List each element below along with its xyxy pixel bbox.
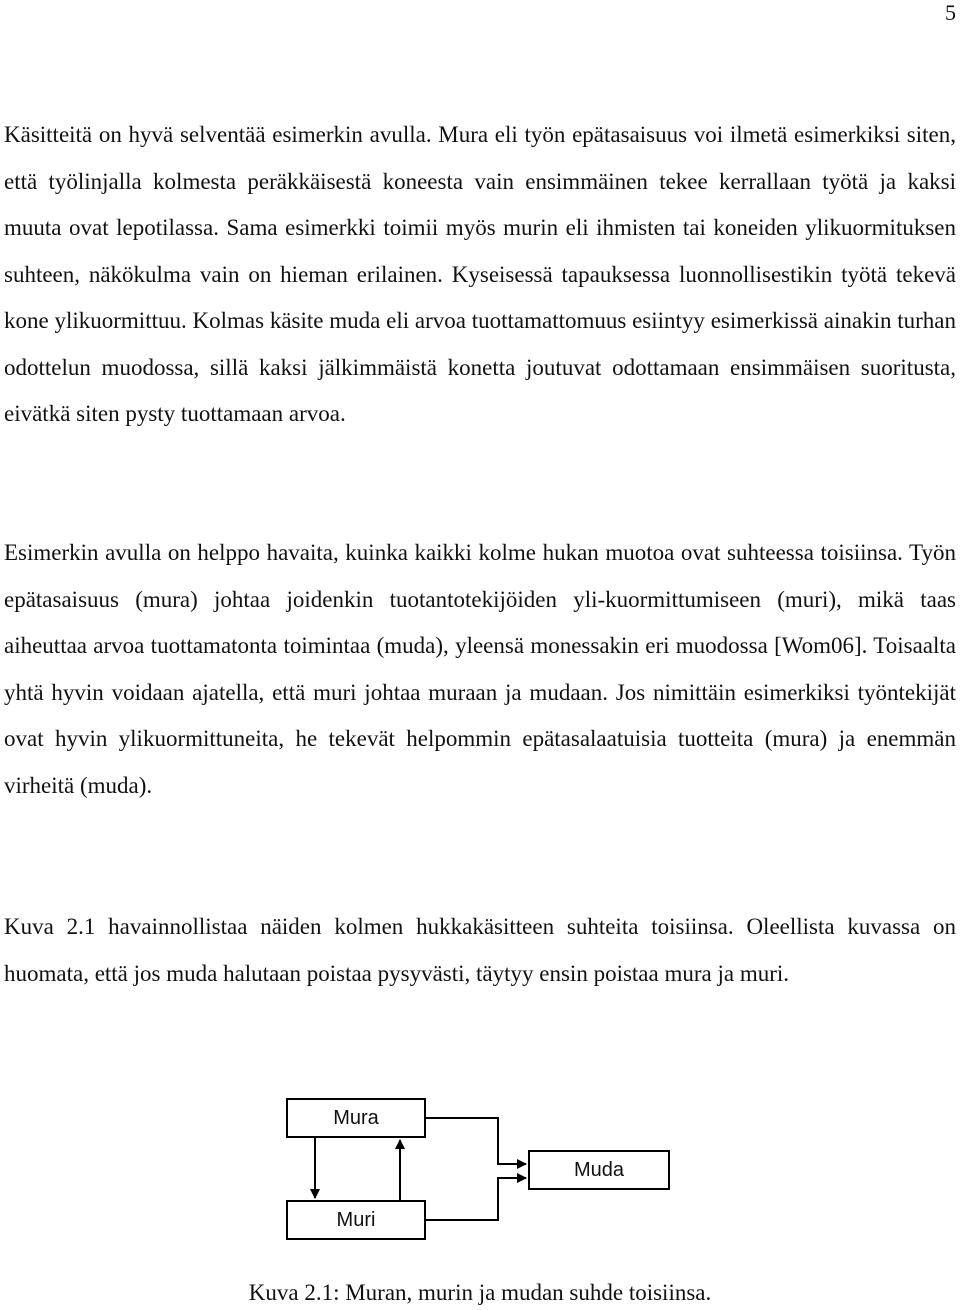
paragraph-2: Esimerkin avulla on helppo havaita, kuinka kaikki kolme hukan muotoa ovat suhteessa toisiinsa. Työn epätasaisuus (mura) johtaa joidenkin tuotantotekijöiden yli-kuormittumiseen (muri), mikä taas aiheuttaa arvoa tuottamatonta toimintaa (muda), yleensä monessakin eri muodossa [Wom06]. Toisaalta yhtä hyvin voidaan ajatella, että muri johtaa muraan ja mudaan. Jos nimittäin esimerkiksi työntekijät ovat hyvin ylikuormittuneita, he tekevät helpommin epätasalaatuisia tuotteita (mura) ja enemmän virheitä (muda). xyxy=(4,540,956,798)
mura-box xyxy=(286,1098,426,1138)
diagram-arrows xyxy=(0,1080,960,1260)
paragraph-1: Käsitteitä on hyvä selventää esimerkin avulla. Mura eli työn epätasaisuus voi ilmetä esimerkiksi siten, että työlinjalla kolmesta peräkkäisestä koneesta vain ensimmäinen tekee kerrallaan työtä ja kaksi muuta ovat lepotilassa. Sama esimerkki toimii myös murin eli ihmisten tai koneiden ylikuormituksen suhteen, näkökulma vain on hieman erilainen. Kyseisessä tapauksessa luonnollisestikin työtä tekevä kone ylikuormittuu. Kolmas käsite muda eli arvoa tuottamattomuus esiintyy esimerkissä ainakin turhan odottelun muodossa, sillä kaksi jälkimmäistä konetta joutuvat odottamaan ensimmäisen suoritusta, eivätkä siten pysty tuottamaan arvoa. xyxy=(4,122,956,426)
muri-label: Muri xyxy=(336,1208,376,1231)
figure-caption: Kuva 2.1: Muran, murin ja mudan suhde toisiinsa. xyxy=(248,1280,712,1305)
muri-box xyxy=(286,1200,426,1240)
waste-relationship-diagram xyxy=(0,1080,960,1260)
paragraph-3: Kuva 2.1 havainnollistaa näiden kolmen hukkakäsitteen suhteita toisiinsa. Oleellista kuvassa on huomata, että jos muda halutaan poistaa pysyvästi, täytyy ensin poistaa mura ja muri. xyxy=(4,914,956,986)
mura-label: Mura xyxy=(333,1106,379,1129)
muda-box xyxy=(528,1150,670,1190)
muda-label: Muda xyxy=(573,1158,625,1181)
arrow-mura-to-muda xyxy=(426,1118,526,1164)
arrow-muri-to-muda xyxy=(426,1178,526,1220)
page-number: 5 xyxy=(945,0,956,25)
